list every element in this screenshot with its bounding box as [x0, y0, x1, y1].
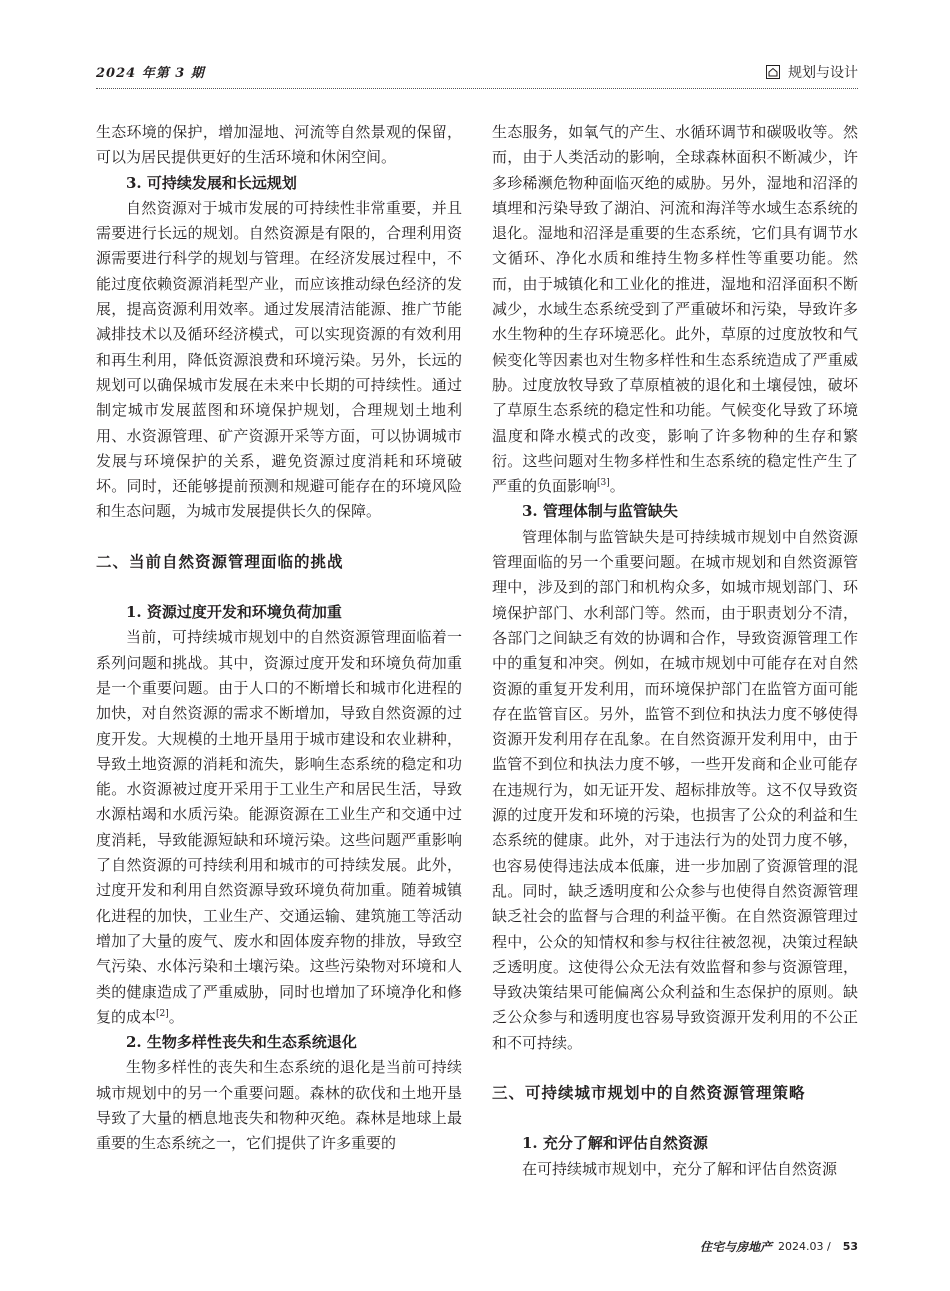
- section-heading: 三、可持续城市规划中的自然资源管理策略: [492, 1083, 806, 1102]
- paragraph-text: 当前，可持续城市规划中的自然资源管理面临着一系列问题和挑战。其中，资源过度开发和环境负荷加重是一个重要问题。由于人口的不断增长和城市化进程的加快，对自然资源的需求不断增加，导致自然资源的过度开发。大规模的土地开垦用于城市建设和农业耕种，导致土地资源的消耗和流失，影响生态系统的稳定和功能。水资源被过度开采用于工业生产和居民生活，导致水源枯竭和水质污染。能源资源在工业生产和交通中过度消耗，导致能源短缺和环境污染。这些问题严重影响了自然资源的可持续利用和城市的可持续发展。此外，过度开发和利用自然资源导致环境负荷加重。随着城镇化进程的加快，工业生产、交通运输、建筑施工等活动增加了大量的废气、废水和固体废弃物的排放，导致空气污染、水体污染和土壤污染。这些污染物对环境和人类的健康造成了严重威胁，同时也增加了环境净化和修复的成本: [96, 628, 462, 1026]
- subheading: 3. 可持续发展和长远规划: [126, 173, 297, 192]
- paragraph: 生态环境的保护，增加湿地、河流等自然景观的保留，可以为居民提供更好的生活环境和休闲空间。: [96, 123, 462, 167]
- paragraph-end: 。: [609, 477, 625, 496]
- subheading: 2. 生物多样性丧失和生态系统退化: [126, 1033, 357, 1052]
- subheading: 3. 管理体制与监管缺失: [522, 502, 678, 521]
- paragraph: 在可持续城市规划中，充分了解和评估自然资源: [522, 1159, 838, 1178]
- paragraph-text: 生态服务，如氧气的产生、水循环调节和碳吸收等。然而，由于人类活动的影响，全球森林面积不断减少，许多珍稀濒危物种面临灭绝的威胁。另外，湿地和沼泽的填埋和污染导致了湖泊、河流和海洋等水域生态系统的退化。湿地和沼泽是重要的生态系统，它们具有调节水文循环、净化水质和维持生物多样性等重要功能。然而，由于城镇化和工业化的推进，湿地和沼泽面积不断减少，水域生态系统受到了严重破坏和污染，导致许多水生物种的生存环境恶化。此外，草原的过度放牧和气候变化等因素也对生物多样性和生态系统造成了严重威胁。过度放牧导致了草原植被的退化和土壤侵蚀，破坏了草原生态系统的稳定性和功能。气候变化导致了环境温度和降水模式的改变，影响了许多物种的生存和繁衍。这些问题对生物多样性和生态系统的稳定性产生了严重的负面影响: [492, 123, 858, 496]
- subheading: 1. 资源过度开发和环境负荷加重: [126, 603, 342, 622]
- subheading: 1. 充分了解和评估自然资源: [522, 1134, 708, 1153]
- section-heading: 二、当前自然资源管理面临的挑战: [96, 552, 344, 571]
- page-number: 53: [842, 1240, 858, 1253]
- paragraph: 管理体制与监管缺失是可持续城市规划中自然资源管理面临的另一个重要问题。在城市规划和自然资源管理中，涉及到的部门和机构众多，如城市规划部门、环境保护部门、水利部门等。然而，由于职责划分不清，各部门之间缺乏有效的协调和合作，导致资源管理工作中的重复和冲突。例如，在城市规划中可能存在对自然资源的重复开发利用，而环境保护部门在监管方面可能存在监管盲区。另外，监管不到位和执法力度不够使得资源开发利用存在乱象。在自然资源开发利用中，由于监管不到位和执法力度不够，一些开发商和企业可能存在违规行为，如无证开发、超标排放等。这不仅导致资源的过度开发和环境的污染，也损害了公众的利益和生态系统的健康。此外，对于违法行为的处罚力度不够，也容易使得违法成本低廉，进一步加剧了资源管理的混乱。同时，缺乏透明度和公众参与也使得自然资源管理缺乏社会的监督与合理的利益平衡。在自然资源管理过程中，公众的知情权和参与权往往被忽视，决策过程缺乏透明度。这使得公众无法有效监督和参与资源管理，导致决策结果可能偏离公众利益和生态保护的原则。缺乏公众参与和透明度也容易导致资源开发利用的不公正和不可持续。: [492, 527, 858, 1052]
- paragraph: 生物多样性的丧失和生态系统的退化是当前可持续城市规划中的另一个重要问题。森林的砍伐和土地开垦导致了大量的栖息地丧失和物种灭绝。森林是地球上最重要的生态系统之一，它们提供了许多重要的: [96, 1058, 462, 1153]
- left-column: [96, 120, 462, 1157]
- citation: [3]: [597, 478, 610, 489]
- running-header: [96, 60, 858, 86]
- section-tag: [766, 62, 858, 82]
- issue-label: 2024 年第 3 期: [96, 66, 205, 81]
- journal-logo: 住宅与房地产: [699, 1240, 772, 1254]
- home-icon: [766, 65, 780, 79]
- paragraph: [492, 120, 858, 499]
- paragraph: 自然资源对于城市发展的可持续性非常重要，并且需要进行长远的规划。自然资源是有限的，合理利用资源需要进行科学的规划与管理。在经济发展过程中，不能过度依赖资源消耗型产业，而应该推动绿色经济的发展，提高资源利用效率。通过发展清洁能源、推广节能减排技术以及循环经济模式，可以实现资源的有效利用和再生利用，降低资源浪费和环境污染。另外，长远的规划可以确保城市发展在未来中长期的可持续性。通过制定城市发展蓝图和环境保护规划，合理规划土地利用、水资源管理、矿产资源开采等方面，可以协调城市发展与环境保护的关系，避免资源过度消耗和环境破坏。同时，还能够提前预测和规避可能存在的环境风险和生态问题，为城市发展提供长久的保障。: [96, 198, 462, 521]
- footer-date: 2024.03 /: [777, 1240, 831, 1253]
- paragraph-end: 。: [168, 1007, 184, 1026]
- citation: [2]: [156, 1008, 169, 1019]
- paragraph: [96, 625, 462, 1030]
- right-column: [492, 120, 858, 1182]
- section-title: 规划与设计: [788, 65, 858, 81]
- header-rule: [96, 88, 858, 89]
- page-footer: [700, 1238, 858, 1255]
